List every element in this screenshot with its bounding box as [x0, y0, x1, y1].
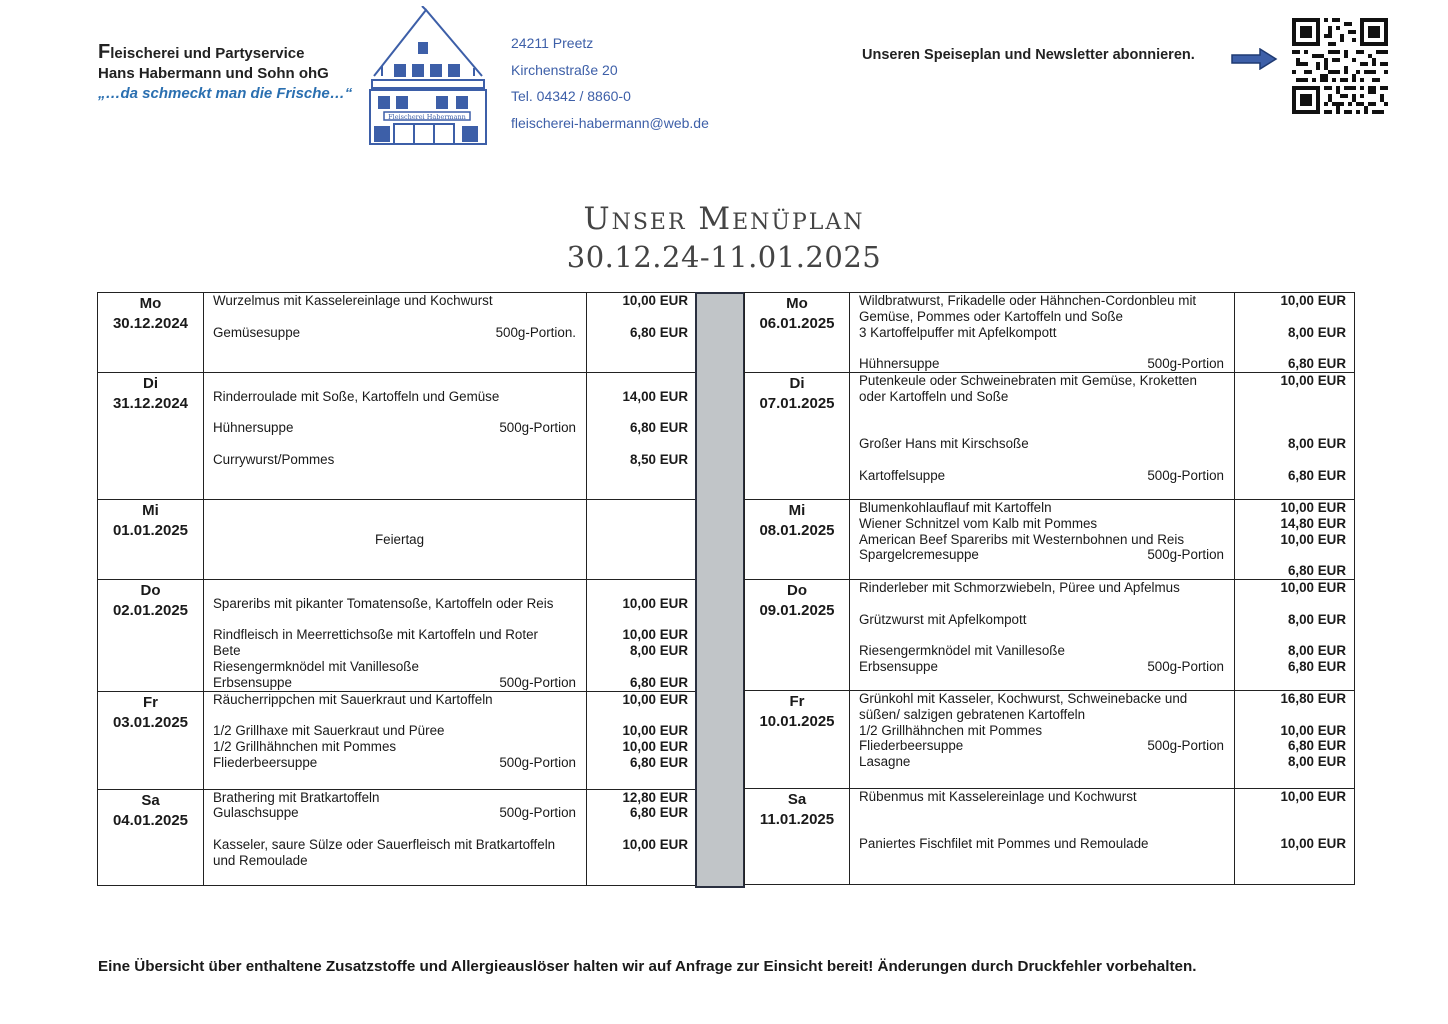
dish-line [213, 389, 586, 405]
dish-name: Erbsensuppe [213, 674, 292, 690]
dish-name: 1/2 Grillhaxe mit Sauerkraut und Püree [213, 723, 445, 739]
weekday-label: Mo [139, 295, 162, 312]
date-label: 07.01.2025 [759, 395, 835, 412]
dish-line [213, 692, 586, 708]
day-cell [745, 789, 850, 885]
price-label: 12,80 EUR [622, 789, 688, 805]
price-label: 8,00 EUR [629, 643, 688, 659]
day-cell [98, 691, 204, 789]
dish-line [213, 580, 586, 596]
price-label: 14,00 EUR [622, 388, 688, 404]
company-name-block [98, 42, 352, 104]
contact-block [511, 30, 709, 136]
dish-name: Räucherrippchen mit Sauerkraut und Kartoffeln [213, 691, 493, 707]
dish-line [213, 452, 586, 468]
menu-table-week1 [97, 292, 697, 886]
company-name-line2: Hans Habermann und Sohn ohG [98, 65, 329, 82]
menu-date-range: 30.12.24-11.01.2025 [566, 240, 882, 274]
dish-name: oder Kartoffeln und Soße [859, 388, 1009, 404]
dish-line [859, 789, 1234, 805]
price-label [1235, 340, 1346, 356]
price-label: 10,00 EUR [622, 738, 688, 754]
prices-cell [587, 293, 697, 373]
dish-name: Blumenkohlauflauf mit Kartoffeln [859, 500, 1052, 515]
weekday-label: Di [143, 375, 158, 392]
price-label: 6,80 EUR [629, 674, 688, 690]
price-label: 6,80 EUR [1287, 658, 1346, 674]
price-label [587, 309, 688, 325]
date-label: 30.12.2024 [112, 315, 189, 332]
date-label: 01.01.2025 [112, 522, 189, 539]
prices-cell [1235, 789, 1355, 885]
day-row [745, 373, 1355, 500]
dish-name: Erbsensuppe [859, 658, 938, 674]
dish-line [859, 754, 1234, 770]
price-label: 10,00 EUR [1280, 722, 1346, 738]
dish-line [859, 821, 1234, 837]
price-label [1235, 596, 1346, 612]
dishes-cell [204, 580, 587, 692]
dish-line [859, 309, 1234, 325]
prices-cell [587, 691, 697, 789]
day-row [98, 373, 697, 500]
weekday-label: Di [789, 375, 805, 392]
date-label: 09.01.2025 [759, 602, 835, 619]
dish-line [859, 373, 1234, 389]
dish-name: Brathering mit Bratkartoffeln [213, 789, 380, 805]
menu-table-week2 [744, 292, 1355, 885]
dish-line [213, 837, 586, 853]
dish-line [859, 643, 1234, 659]
dish-name: Kasseler, saure Sülze oder Sauerfleisch mit Bratkartoffeln [213, 836, 556, 852]
price-label: 6,80 EUR [629, 805, 688, 821]
portion-label: 500g-Portion [499, 420, 576, 436]
dish-name: Wurzelmus mit Kasselereinlage und Kochwurst [213, 293, 493, 308]
dish-name: Rindfleisch in Meerrettichsoße mit Kartoffeln und Roter [213, 627, 538, 643]
day-cell [745, 293, 850, 373]
dish-name: Fliederbeersuppe [213, 754, 318, 770]
weekday-label: Mo [786, 295, 808, 312]
dish-line [859, 627, 1234, 643]
dish-name: Wildbratwurst, Frikadelle oder Hähnchen-Cordonbleu mit [859, 293, 1197, 308]
price-label: 10,00 EUR [1280, 373, 1346, 388]
dish-line [213, 420, 586, 436]
date-label: 03.01.2025 [112, 713, 189, 731]
dish-name: Großer Hans mit Kirschsoße [859, 436, 1029, 452]
dish-line [859, 580, 1234, 596]
price-label: 8,50 EUR [629, 451, 688, 467]
price-label: 10,00 EUR [1280, 500, 1346, 515]
dishes-cell [204, 789, 587, 885]
day-row [745, 789, 1355, 885]
dish-name: Lasagne [859, 754, 911, 770]
dish-name: Rinderleber mit Schmorzwiebeln, Püree und Apfelmus [859, 580, 1180, 595]
contact-email: fleischerei-habermann@web.de [511, 114, 709, 131]
dish-line [859, 340, 1234, 356]
dish-line [859, 325, 1234, 341]
weekday-label: Fr [143, 693, 158, 711]
dish-line [213, 436, 586, 452]
dish-line [859, 389, 1234, 405]
menu-title-line1: Unser Menüplan [583, 201, 865, 237]
price-label [1235, 309, 1346, 325]
dish-line [213, 596, 586, 612]
dishes-cell [850, 373, 1235, 500]
dish-name: Spargelcremesuppe [859, 547, 979, 563]
price-label: 14,80 EUR [1280, 515, 1346, 531]
price-label [587, 821, 688, 837]
day-row [745, 580, 1355, 691]
prices-cell [587, 789, 697, 885]
price-label: 6,80 EUR [1287, 563, 1346, 579]
portion-label: 500g-Portion [1147, 738, 1224, 754]
dish-name: süßen/ salzigen gebratenen Kartoffeln [859, 706, 1086, 722]
date-label: 31.12.2024 [112, 395, 189, 412]
dish-line [859, 563, 1234, 579]
weekday-label: Sa [787, 791, 807, 808]
weekday-label: Mi [142, 502, 159, 519]
date-label: 02.01.2025 [112, 602, 189, 619]
dish-name: American Beef Spareribs mit Westernbohnen und Reis [859, 531, 1185, 547]
qr-code[interactable] [1292, 18, 1388, 114]
portion-label: 500g-Portion. [495, 324, 576, 340]
dish-line [213, 612, 586, 628]
dish-line [213, 707, 586, 723]
price-label [1235, 805, 1346, 821]
dishes-cell [850, 500, 1235, 580]
dish-line [859, 836, 1234, 852]
portion-label: 500g-Portion [1147, 658, 1224, 674]
price-label [1235, 627, 1346, 643]
day-cell [98, 373, 204, 500]
dishes-cell [850, 580, 1235, 691]
dish-name: 1/2 Grillhähnchen mit Pommes [859, 722, 1043, 738]
day-row [745, 500, 1355, 580]
table-divider [695, 292, 745, 888]
slogan: „…da schmeckt man die Frische…“ [98, 85, 353, 102]
dish-name: Rübenmus mit Kasselereinlage und Kochwurst [859, 789, 1137, 804]
price-label: 10,00 EUR [622, 836, 688, 852]
weekday-label: Fr [789, 693, 805, 710]
dish-name: Grünkohl mit Kasseler, Kochwurst, Schweinebacke und [859, 691, 1188, 706]
dish-line [859, 723, 1234, 739]
day-cell [745, 580, 850, 691]
day-cell [98, 580, 204, 692]
dish-line [213, 723, 586, 739]
price-label: 8,00 EUR [1287, 754, 1346, 770]
day-row [98, 500, 697, 580]
weekday-label: Do [140, 582, 161, 599]
menu-title [0, 200, 1448, 276]
dish-line [859, 293, 1234, 309]
dish-name: Kartoffelsuppe [859, 467, 946, 483]
dish-name: Hühnersuppe [213, 420, 294, 436]
price-label: 6,80 EUR [1287, 356, 1346, 372]
dish-name: Putenkeule oder Schweinebraten mit Gemüse, Kroketten [859, 373, 1197, 388]
dish-name: Wiener Schnitzel vom Kalb mit Pommes [859, 515, 1098, 531]
weekday-label: Do [787, 582, 807, 599]
prices-cell [1235, 580, 1355, 691]
dish-name: Currywurst/Pommes [213, 451, 335, 467]
dish-line [859, 356, 1234, 372]
price-label [587, 405, 688, 421]
prices-cell [1235, 293, 1355, 373]
price-label: 10,00 EUR [1280, 580, 1346, 595]
dishes-cell [204, 691, 587, 789]
dish-line [859, 691, 1234, 707]
price-label [587, 659, 688, 675]
price-label: 6,80 EUR [629, 324, 688, 340]
dish-line [213, 659, 586, 675]
day-cell [98, 500, 204, 580]
dish-name: und Remoulade [213, 852, 308, 868]
dish-line [859, 500, 1234, 516]
dish-name: Spareribs mit pikanter Tomatensoße, Kartoffeln oder Reis [213, 595, 554, 611]
prices-cell [587, 500, 697, 580]
weekday-label: Sa [141, 791, 160, 809]
price-label: 10,00 EUR [1280, 293, 1346, 308]
dish-line [213, 325, 586, 341]
portion-label: 500g-Portion [1147, 547, 1224, 563]
company-name-line1: leischerei und Partyservice [110, 45, 305, 62]
day-row [745, 691, 1355, 789]
price-label: 10,00 EUR [622, 595, 688, 611]
dish-line [859, 468, 1234, 484]
portion-label: 500g-Portion [1147, 467, 1224, 483]
dish-line [213, 755, 586, 771]
holiday-label: Feiertag [374, 532, 425, 547]
price-label: 10,00 EUR [1280, 789, 1346, 804]
price-label: 10,00 EUR [1280, 531, 1346, 547]
dish-line [213, 790, 586, 806]
dish-line [859, 596, 1234, 612]
dish-line [213, 739, 586, 755]
price-label [1235, 452, 1346, 468]
date-label: 08.01.2025 [759, 522, 835, 539]
portion-label: 500g-Portion [499, 754, 576, 770]
day-cell [98, 789, 204, 885]
price-label [587, 373, 688, 389]
dish-line [213, 293, 586, 309]
dish-line [213, 805, 586, 821]
price-label [587, 707, 688, 723]
price-label: 10,00 EUR [622, 723, 688, 739]
date-label: 06.01.2025 [759, 315, 835, 332]
dish-line [859, 659, 1234, 675]
prices-cell [1235, 691, 1355, 789]
dish-name: Gemüse, Pommes oder Kartoffeln und Soße [859, 308, 1123, 324]
date-label: 11.01.2025 [759, 811, 835, 828]
dish-name: Paniertes Fischfilet mit Pommes und Remoulade [859, 836, 1149, 852]
price-label: 8,00 EUR [1287, 611, 1346, 627]
weekday-label: Mi [788, 502, 806, 519]
dish-name: Fliederbeersuppe [859, 738, 964, 754]
price-label: 10,00 EUR [1280, 836, 1346, 852]
price-label [587, 436, 688, 452]
price-label: 10,00 EUR [622, 691, 688, 707]
dishes-cell [850, 293, 1235, 373]
newsletter-text: Unseren Speiseplan und Newsletter abonnieren. [862, 47, 1195, 63]
price-label: 8,00 EUR [1287, 324, 1346, 340]
day-cell [98, 293, 204, 373]
price-label [1235, 389, 1346, 405]
prices-cell [1235, 500, 1355, 580]
dish-line [859, 547, 1234, 563]
dish-line [859, 405, 1234, 421]
company-initial: F [98, 41, 111, 63]
dish-line [213, 405, 586, 421]
price-label [1235, 405, 1346, 421]
dish-name: 3 Kartoffelpuffer mit Apfelkompott [859, 324, 1057, 340]
dish-line [859, 436, 1234, 452]
price-label: 6,80 EUR [629, 420, 688, 436]
day-row [745, 293, 1355, 373]
price-label [1235, 420, 1346, 436]
dishes-cell [850, 691, 1235, 789]
dishes-cell [204, 373, 587, 500]
dish-line [213, 821, 586, 837]
date-label: 04.01.2025 [112, 811, 189, 829]
dish-line [859, 516, 1234, 532]
dish-name: Gulaschsuppe [213, 805, 299, 821]
dish-name: Bete [213, 643, 241, 659]
arrow-right-icon [1230, 48, 1278, 70]
dish-line [859, 420, 1234, 436]
dishes-cell [204, 293, 587, 373]
dish-line [859, 707, 1234, 723]
dish-line [213, 627, 586, 643]
dish-line [213, 373, 586, 389]
dish-name: Riesengermknödel mit Vanillesoße [213, 658, 419, 674]
portion-label: 500g-Portion [499, 805, 576, 821]
dish-name: Grützwurst mit Apfelkompott [859, 611, 1027, 627]
day-cell [745, 373, 850, 500]
prices-cell [587, 373, 697, 500]
shop-house-logo [364, 6, 488, 146]
price-label: 8,00 EUR [1287, 436, 1346, 452]
price-label: 6,80 EUR [629, 754, 688, 770]
dish-name: 1/2 Grillhähnchen mit Pommes [213, 738, 397, 754]
dish-line [213, 643, 586, 659]
day-row [98, 293, 697, 373]
prices-cell [1235, 373, 1355, 500]
day-row [98, 691, 697, 789]
dish-line [859, 738, 1234, 754]
contact-street: Kirchenstraße 20 [511, 61, 618, 78]
dish-line [859, 805, 1234, 821]
price-label: 8,00 EUR [1287, 643, 1346, 659]
price-label: 6,80 EUR [1287, 738, 1346, 754]
dish-line [859, 532, 1234, 548]
dish-name: Rinderroulade mit Soße, Kartoffeln und Gemüse [213, 388, 500, 404]
price-label [1235, 547, 1346, 563]
day-cell [745, 691, 850, 789]
portion-label: 500g-Portion [499, 674, 576, 690]
allergen-notice: Eine Übersicht über enthaltene Zusatzstoffe und Allergieauslöser halten wir auf Anfrage zur Einsicht bereit! Änderungen durch Druckfehler vorbehalten. [98, 958, 1197, 975]
prices-cell [587, 580, 697, 692]
dish-name: Hühnersuppe [859, 356, 940, 372]
contact-zip-city: 24211 Preetz [511, 35, 594, 51]
dish-name: Riesengermknödel mit Vanillesoße [859, 643, 1065, 659]
day-row [98, 789, 697, 885]
shop-sign-text: Fleischerei Habermann [388, 113, 466, 121]
dishes-cell [204, 500, 587, 580]
portion-label: 500g-Portion [1147, 356, 1224, 372]
price-label: 6,80 EUR [1287, 467, 1346, 483]
price-label [1235, 821, 1346, 837]
dish-line [213, 853, 586, 869]
price-label [1235, 707, 1346, 723]
price-label [587, 853, 688, 869]
price-label: 10,00 EUR [622, 293, 688, 308]
dish-line [213, 309, 586, 325]
contact-phone: Tel. 04342 / 8860-0 [511, 88, 631, 104]
price-label: 16,80 EUR [1280, 691, 1346, 706]
dish-name: Gemüsesuppe [213, 324, 301, 340]
dishes-cell [850, 789, 1235, 885]
price-label [587, 580, 688, 596]
dish-line [859, 452, 1234, 468]
dish-line [859, 612, 1234, 628]
day-cell [745, 500, 850, 580]
price-label: 10,00 EUR [622, 627, 688, 643]
price-label [587, 612, 688, 628]
date-label: 10.01.2025 [759, 713, 835, 730]
dish-line [213, 675, 586, 691]
day-row [98, 580, 697, 692]
